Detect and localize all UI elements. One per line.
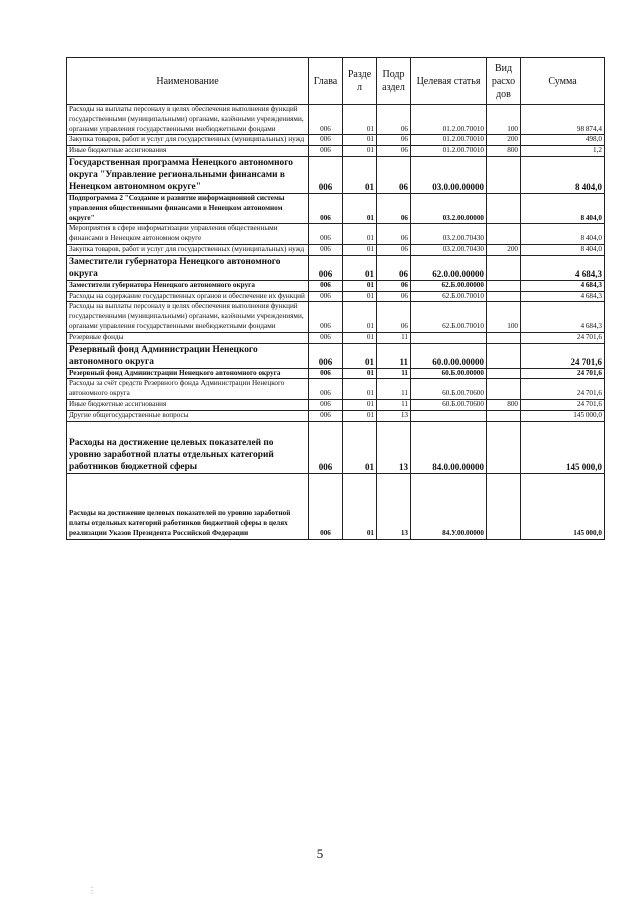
cell-podrazdel: 06: [377, 302, 411, 332]
table-row: [67, 332, 605, 343]
cell-razdel: 01: [343, 193, 377, 223]
cell-podrazdel: 11: [377, 368, 411, 379]
cell-target: 01.2.00.70010: [411, 105, 487, 135]
cell-name: Расходы на достижение целевых показателей по уровню заработной платы отдельных категорий работников бюджетной сферы: [67, 421, 309, 473]
cell-razdel: 01: [343, 224, 377, 245]
cell-podrazdel: 06: [377, 255, 411, 280]
cell-glava: 006: [309, 291, 343, 302]
table-row: [67, 291, 605, 302]
cell-name: Мероприятия в сфере информатизации управления общественными финансами в Ненецком автономном округе: [67, 224, 309, 245]
cell-sum: 8 404,0: [521, 156, 605, 193]
cell-sum: 8 404,0: [521, 244, 605, 255]
cell-target: 62.Б.00.70010: [411, 302, 487, 332]
cell-podrazdel: 11: [377, 332, 411, 343]
cell-sum: 4 684,3: [521, 255, 605, 280]
cell-razdel: 01: [343, 302, 377, 332]
cell-target: 03.2.00.70430: [411, 224, 487, 245]
table-row: [67, 399, 605, 410]
table-row: [67, 156, 605, 193]
cell-razdel: 01: [343, 156, 377, 193]
cell-sum: 8 404,0: [521, 193, 605, 223]
cell-vid: 100: [487, 105, 521, 135]
cell-podrazdel: 13: [377, 410, 411, 421]
cell-target: 03.0.00.00000: [411, 156, 487, 193]
cell-vid: 800: [487, 146, 521, 157]
header-podrazdel: Подр аздел: [377, 58, 411, 105]
cell-razdel: 01: [343, 379, 377, 400]
table-row: [67, 421, 605, 473]
cell-vid: [487, 291, 521, 302]
cell-glava: 006: [309, 255, 343, 280]
cell-name: Расходы на содержание государственных органов и обеспечение их функций: [67, 291, 309, 302]
cell-sum: 498,0: [521, 135, 605, 146]
cell-target: 03.2.00.00000: [411, 193, 487, 223]
cell-sum: 24 701,6: [521, 399, 605, 410]
cell-vid: 800: [487, 399, 521, 410]
cell-name: Заместители губернатора Ненецкого автономного округа: [67, 280, 309, 291]
cell-name: Резервный фонд Администрации Ненецкого автономного округа: [67, 368, 309, 379]
table-row: [67, 302, 605, 332]
cell-podrazdel: 06: [377, 244, 411, 255]
cell-sum: 4 684,3: [521, 291, 605, 302]
table-row: [67, 379, 605, 400]
header-glava: Глава: [309, 58, 343, 105]
cell-razdel: 01: [343, 332, 377, 343]
cell-vid: [487, 421, 521, 473]
cell-razdel: 01: [343, 135, 377, 146]
cell-vid: [487, 156, 521, 193]
cell-glava: 006: [309, 146, 343, 157]
cell-podrazdel: 06: [377, 224, 411, 245]
cell-sum: 98 874,4: [521, 105, 605, 135]
cell-razdel: 01: [343, 368, 377, 379]
cell-glava: 006: [309, 193, 343, 223]
cell-glava: 006: [309, 105, 343, 135]
cell-vid: [487, 473, 521, 539]
cell-vid: 200: [487, 135, 521, 146]
cell-sum: 8 404,0: [521, 224, 605, 245]
header-sum: Сумма: [521, 58, 605, 105]
cell-glava: 006: [309, 224, 343, 245]
cell-glava: 006: [309, 332, 343, 343]
cell-vid: [487, 255, 521, 280]
cell-name: Расходы на достижение целевых показателей по уровню заработной платы отдельных категорий работников бюджетной сферы в целях реализации Указов Президента Российской Федерации: [67, 473, 309, 539]
cell-glava: 006: [309, 302, 343, 332]
cell-target: 62.Б.00.70010: [411, 291, 487, 302]
table-row: [67, 280, 605, 291]
cell-name: Резервный фонд Администрации Ненецкого автономного округа: [67, 343, 309, 368]
cell-razdel: 01: [343, 343, 377, 368]
cell-target: [411, 410, 487, 421]
cell-name: Закупка товаров, работ и услуг для государственных (муниципальных) нужд: [67, 244, 309, 255]
cell-glava: 006: [309, 399, 343, 410]
cell-sum: 4 684,3: [521, 280, 605, 291]
cell-razdel: 01: [343, 244, 377, 255]
cell-target: 01.2.00.70010: [411, 146, 487, 157]
header-razdel: Разде л: [343, 58, 377, 105]
table-body: [67, 105, 605, 540]
table-row: [67, 255, 605, 280]
budget-table: [66, 57, 605, 540]
cell-sum: 145 000,0: [521, 410, 605, 421]
cell-sum: 24 701,6: [521, 332, 605, 343]
cell-target: [411, 332, 487, 343]
header-name: Наименование: [67, 58, 309, 105]
cell-podrazdel: 06: [377, 146, 411, 157]
cell-target: 62.0.00.00000: [411, 255, 487, 280]
table-row: [67, 473, 605, 539]
table-row: [67, 368, 605, 379]
cell-vid: [487, 410, 521, 421]
table-row: [67, 105, 605, 135]
cell-target: 60.0.00.00000: [411, 343, 487, 368]
cell-glava: 006: [309, 156, 343, 193]
cell-name: Другие общегосударственные вопросы: [67, 410, 309, 421]
cell-name: Расходы за счёт средств Резервного фонда Администрации Ненецкого автономного округа: [67, 379, 309, 400]
cell-vid: [487, 343, 521, 368]
cell-podrazdel: 11: [377, 379, 411, 400]
cell-razdel: 01: [343, 410, 377, 421]
cell-razdel: 01: [343, 280, 377, 291]
table-row: [67, 193, 605, 223]
cell-name: Расходы на выплаты персоналу в целях обеспечения выполнения функций государственными (муниципальными) органами, казёнными учреждениями, органами управления государственными внебюджетными фондами: [67, 302, 309, 332]
cell-vid: [487, 332, 521, 343]
header-target: Целевая статья: [411, 58, 487, 105]
cell-podrazdel: 06: [377, 105, 411, 135]
cell-podrazdel: 11: [377, 343, 411, 368]
cell-podrazdel: 06: [377, 156, 411, 193]
cell-glava: 006: [309, 343, 343, 368]
cell-target: 62.Б.00.00000: [411, 280, 487, 291]
table-row: [67, 224, 605, 245]
cell-glava: 006: [309, 379, 343, 400]
cell-sum: 24 701,6: [521, 368, 605, 379]
cell-podrazdel: 13: [377, 473, 411, 539]
cell-vid: [487, 280, 521, 291]
cell-glava: 006: [309, 410, 343, 421]
cell-glava: 006: [309, 280, 343, 291]
cell-glava: 006: [309, 473, 343, 539]
cell-name: Государственная программа Ненецкого автономного округа "Управление региональными финансами в Ненецком автономном округе": [67, 156, 309, 193]
cell-name: Заместители губернатора Ненецкого автономного округа: [67, 255, 309, 280]
cell-glava: 006: [309, 135, 343, 146]
cell-vid: 100: [487, 302, 521, 332]
cell-name: Резервные фонды: [67, 332, 309, 343]
cell-glava: 006: [309, 244, 343, 255]
table-row: [67, 410, 605, 421]
cell-sum: 145 000,0: [521, 421, 605, 473]
cell-podrazdel: 06: [377, 291, 411, 302]
table-row: [67, 244, 605, 255]
cell-target: 01.2.00.70010: [411, 135, 487, 146]
cell-podrazdel: 06: [377, 193, 411, 223]
cell-target: 84.0.00.00000: [411, 421, 487, 473]
cell-glava: 006: [309, 421, 343, 473]
cell-target: 84.У.00.00000: [411, 473, 487, 539]
cell-razdel: 01: [343, 399, 377, 410]
cell-target: 60.Б.00.70600: [411, 399, 487, 410]
cell-name: Расходы на выплаты персоналу в целях обеспечения выполнения функций государственными (муниципальными) органами, казёнными учреждениями, органами управления государственными внебюджетными фондами: [67, 105, 309, 135]
cell-vid: [487, 379, 521, 400]
cell-sum: 4 684,3: [521, 302, 605, 332]
cell-glava: 006: [309, 368, 343, 379]
cell-vid: [487, 193, 521, 223]
cell-sum: 1,2: [521, 146, 605, 157]
cell-vid: 200: [487, 244, 521, 255]
cell-razdel: 01: [343, 105, 377, 135]
cell-name: Иные бюджетные ассигнования: [67, 146, 309, 157]
cell-target: 60.Б.00.70600: [411, 379, 487, 400]
cell-razdel: 01: [343, 255, 377, 280]
cell-razdel: 01: [343, 291, 377, 302]
cell-razdel: 01: [343, 146, 377, 157]
cell-razdel: 01: [343, 421, 377, 473]
cell-podrazdel: 13: [377, 421, 411, 473]
table-header-row: [67, 58, 605, 105]
cell-target: 60.Б.00.00000: [411, 368, 487, 379]
table-row: [67, 135, 605, 146]
cell-sum: 24 701,6: [521, 379, 605, 400]
scan-mark: ⋮: [88, 886, 96, 895]
cell-name: Подпрограмма 2 "Создание и развитие информационной системы управления общественными финансами в Ненецком автономном округе": [67, 193, 309, 223]
cell-name: Иные бюджетные ассигнования: [67, 399, 309, 410]
table-row: [67, 343, 605, 368]
cell-vid: [487, 368, 521, 379]
page-number: 5: [316, 846, 324, 861]
cell-sum: 24 701,6: [521, 343, 605, 368]
cell-sum: 145 000,0: [521, 473, 605, 539]
cell-name: Закупка товаров, работ и услуг для государственных (муниципальных) нужд: [67, 135, 309, 146]
cell-vid: [487, 224, 521, 245]
table-row: [67, 146, 605, 157]
cell-podrazdel: 11: [377, 399, 411, 410]
cell-podrazdel: 06: [377, 135, 411, 146]
cell-podrazdel: 06: [377, 280, 411, 291]
cell-target: 03.2.00.70430: [411, 244, 487, 255]
header-vid: Вид расхо дов: [487, 58, 521, 105]
cell-razdel: 01: [343, 473, 377, 539]
